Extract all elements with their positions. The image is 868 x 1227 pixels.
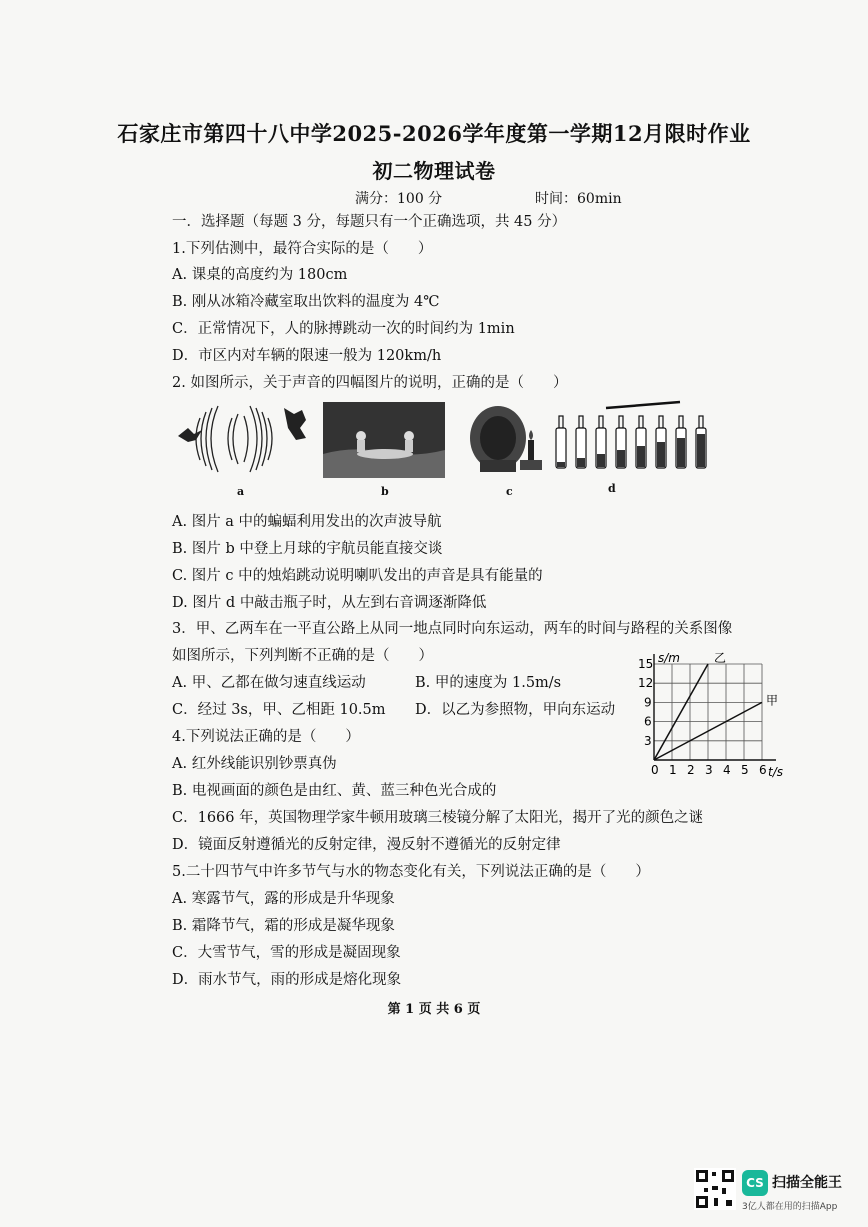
full-score: 满分：100 分 <box>355 191 443 207</box>
page-number: 第 1 页 共 6 页 <box>387 1002 481 1017</box>
bottle <box>596 416 606 468</box>
q5-option-c: C．大雪节气，雪的形成是凝固现象 <box>172 945 401 961</box>
bottle <box>676 416 686 468</box>
q3-option-c: C．经过 3s，甲、乙相距 10.5m <box>172 702 386 718</box>
exam-time: 时间：60min <box>535 191 622 207</box>
q5-option-d: D．雨水节气，雨的形成是熔化现象 <box>172 972 402 988</box>
bottle <box>636 416 646 468</box>
bottle <box>556 416 566 468</box>
question-3-stem-line2: 如图所示，下列判断不正确的是（ ） <box>172 648 433 664</box>
q3-option-b: B. 甲的速度为 1.5m/s <box>415 675 562 691</box>
st-graph <box>632 648 792 778</box>
section-heading: 一．选择题（每题 3 分，每题只有一个正确选项，共 45 分） <box>172 214 567 230</box>
watermark-tagline: 3亿人都在用的扫描App <box>742 1202 838 1212</box>
exam-title: 石家庄市第四十八中学2025-2026学年度第一学期12月限时作业 <box>117 121 751 146</box>
q3-option-d: D．以乙为参照物，甲向东运动 <box>415 702 616 718</box>
y-axis-label: s/m <box>658 651 680 665</box>
question-4-stem: 4.下列说法正确的是（ ） <box>172 729 360 745</box>
x-tick-label: 2 <box>687 763 695 777</box>
figure-c-speaker-candle <box>466 400 556 476</box>
question-5-stem: 5.二十四节气中许多节气与水的物态变化有关，下列说法正确的是（ ） <box>172 864 650 880</box>
x-tick-label: 6 <box>759 763 767 777</box>
figure-c-label: c <box>506 485 513 498</box>
question-3-stem-line1: 3．甲、乙两车在一平直公路上从同一地点同时向东运动，两车的时间与路程的关系图像 <box>172 621 733 637</box>
y-tick-label: 9 <box>644 695 652 710</box>
q4-option-b: B. 电视画面的颜色是由红、黄、蓝三种色光合成的 <box>172 783 497 799</box>
bottle <box>576 416 586 468</box>
x-tick-label: 5 <box>741 763 749 777</box>
q3-option-a: A. 甲、乙都在做匀速直线运动 <box>172 675 366 691</box>
qr-code-icon <box>694 1168 736 1210</box>
figure-a-label: a <box>237 485 245 498</box>
q1-option-a: A. 课桌的高度约为 180cm <box>172 267 348 283</box>
y-tick-label: 6 <box>644 714 652 729</box>
bottle <box>616 416 626 468</box>
figure-b-moon-astronauts <box>323 402 445 478</box>
q1-option-b: B. 刚从冰箱冷藏室取出饮料的温度为 4℃ <box>172 294 440 310</box>
x-axis-label: t/s <box>768 765 783 778</box>
x-tick-label: 1 <box>669 763 677 777</box>
series-label-yi: 乙 <box>714 651 727 665</box>
q4-option-a: A. 红外线能识别钞票真伪 <box>172 756 337 772</box>
q5-option-a: A. 寒露节气，露的形成是升华现象 <box>172 891 395 907</box>
q2-option-b: B. 图片 b 中登上月球的宇航员能直接交谈 <box>172 541 443 557</box>
x-tick-label: 3 <box>705 763 713 777</box>
figure-d-water-bottles <box>548 398 716 474</box>
question-2-stem: 2. 如图所示，关于声音的四幅图片的说明，正确的是（ ） <box>172 375 568 391</box>
x-tick-label: 4 <box>723 763 731 777</box>
x-tick-label: 0 <box>651 763 659 777</box>
q4-option-c: C．1666 年，英国物理学家牛顿用玻璃三棱镜分解了太阳光，揭开了光的颜色之谜 <box>172 810 704 826</box>
q1-option-d: D．市区内对车辆的限速一般为 120km/h <box>172 348 442 364</box>
question-1-stem: 1.下列估测中，最符合实际的是（ ） <box>172 241 433 257</box>
q1-option-c: C．正常情况下，人的脉搏跳动一次的时间约为 1min <box>172 321 515 337</box>
y-tick-label: 15 <box>638 657 654 671</box>
y-tick-label: 3 <box>644 733 652 748</box>
q2-option-d: D. 图片 d 中敲击瓶子时，从左到右音调逐渐降低 <box>172 595 487 611</box>
figure-d-label: d <box>608 482 616 495</box>
bottle <box>656 416 666 468</box>
bottle <box>696 416 706 468</box>
q4-option-d: D．镜面反射遵循光的反射定律，漫反射不遵循光的反射定律 <box>172 837 561 853</box>
q2-option-c: C. 图片 c 中的烛焰跳动说明喇叭发出的声音是具有能量的 <box>172 568 543 584</box>
camscanner-logo: CS <box>742 1170 768 1196</box>
exam-subtitle: 初二物理试卷 <box>372 159 496 183</box>
figure-b-label: b <box>381 485 389 498</box>
series-label-jia: 甲 <box>766 693 779 708</box>
y-tick-label: 12 <box>638 676 654 691</box>
figure-a-bats <box>172 398 312 478</box>
q2-option-a: A. 图片 a 中的蝙蝠利用发出的次声波导航 <box>172 514 442 530</box>
q5-option-b: B. 霜降节气，霜的形成是凝华现象 <box>172 918 395 934</box>
watermark-name: 扫描全能王 <box>772 1175 842 1191</box>
